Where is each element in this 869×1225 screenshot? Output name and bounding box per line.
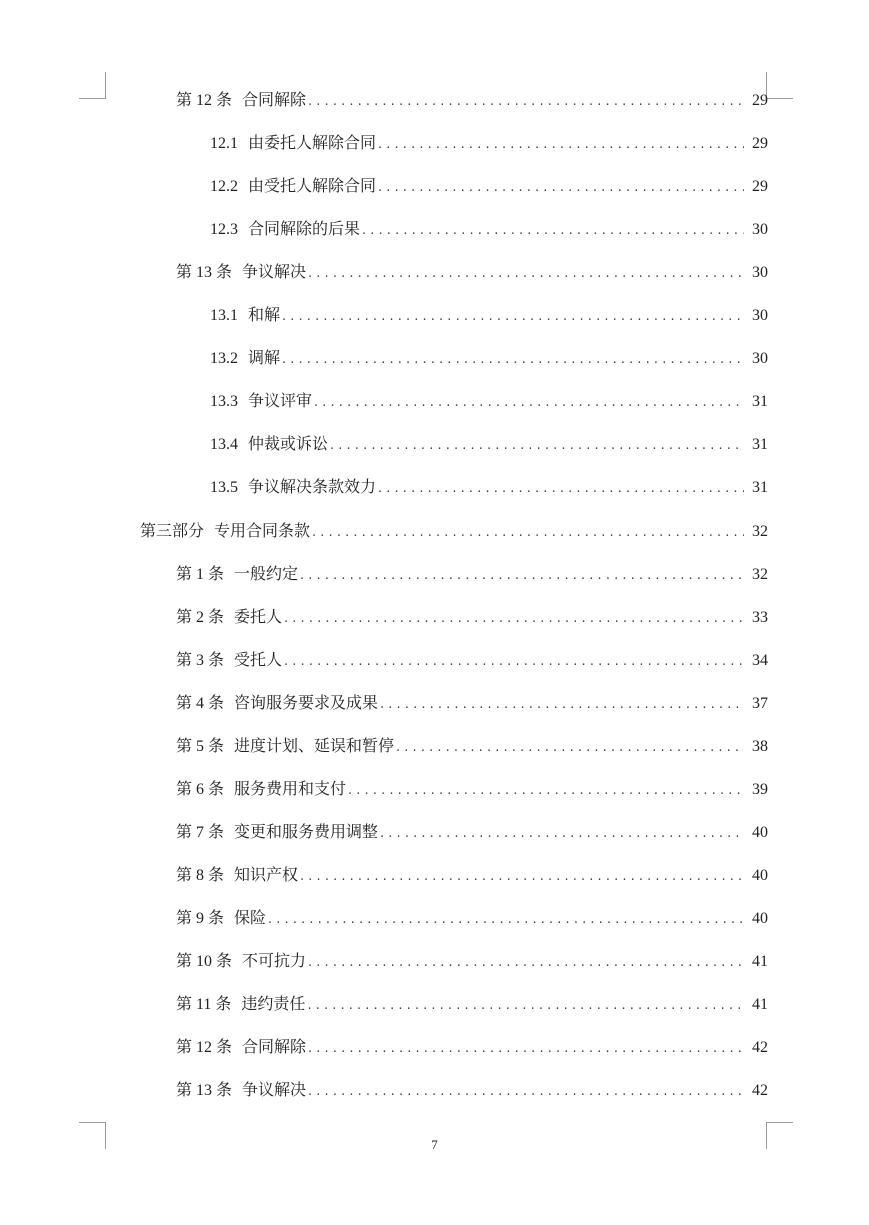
toc-entry-title: 合同解除 [242,90,307,109]
toc-entry-number: 第 13 条 [176,1082,233,1100]
toc-page-number: 30 [752,264,768,282]
toc-entry[interactable] [176,906,768,930]
toc-entry[interactable] [210,217,768,241]
toc-entry-title: 由委托人解除合同 [248,133,377,153]
toc-entry-title: 争议评审 [248,391,313,411]
toc-entry-number: 12.3 [210,221,238,239]
toc-entry[interactable] [176,1078,768,1102]
toc-dot-leader [308,951,744,975]
toc-entry-number: 第 10 条 [176,953,233,970]
toc-entry[interactable] [210,475,768,499]
toc-entry-number: 第 5 条 [176,737,225,755]
toc-entry-number: 13.1 [210,307,238,325]
toc-entry-title: 保险 [234,907,267,927]
toc-entry-number: 第 11 条 [176,996,232,1014]
toc-entry[interactable] [176,648,768,672]
toc-page-number: 33 [752,608,768,626]
toc-dot-leader [378,477,744,501]
toc-entry-number: 第 6 条 [176,780,225,798]
toc-entry-title: 和解 [248,305,281,325]
toc-entry-title: 仲裁或诉讼 [248,434,329,454]
toc-page-number: 40 [752,909,768,927]
toc-entry-title: 调解 [248,348,281,368]
toc-page-number: 39 [752,780,768,798]
toc-dot-leader [396,736,744,760]
toc-page-number: 29 [752,178,768,196]
toc-entry-number: 12.1 [210,135,238,153]
toc-entry-title: 争议解决条款效力 [248,477,377,497]
toc-page-number: 31 [752,393,768,411]
toc-entry-title: 变更和服务费用调整 [234,821,379,841]
toc-page-number: 30 [752,307,768,325]
page-number: 7 [431,1137,438,1152]
toc-dot-leader [300,564,744,588]
toc-entry[interactable] [176,260,768,284]
toc-entry-number: 第 2 条 [176,608,225,626]
toc-entry-number: 13.3 [210,393,238,411]
toc-entry-title: 服务费用和支付 [234,778,347,798]
toc-entry-title: 一般约定 [234,563,299,583]
toc-dot-leader [308,262,744,286]
toc-page-number: 42 [752,1039,768,1057]
toc-entry-number: 第 3 条 [176,651,225,669]
toc-page-number: 42 [752,1082,768,1100]
toc-dot-leader [268,908,744,932]
toc-entry-number: 13.2 [210,350,238,368]
toc-entry-title: 受托人 [234,649,283,669]
toc-entry-number: 13.4 [210,436,238,454]
toc-entry-number: 第三部分 [140,522,205,540]
toc-entry-title: 由受托人解除合同 [248,176,377,196]
toc-entry[interactable] [210,346,768,370]
toc-entry-number: 第 9 条 [176,909,225,927]
toc-dot-leader [348,779,744,803]
toc-dot-leader [362,219,744,243]
toc-entry[interactable] [140,519,768,543]
toc-entry-title: 争议解决 [242,262,307,282]
toc-dot-leader [378,176,744,200]
toc-entry[interactable] [176,1035,768,1059]
toc-entry-number: 第 1 条 [176,565,225,583]
toc-entry[interactable] [176,734,768,758]
toc-entry-title: 知识产权 [234,864,299,884]
toc-entry-number: 第 13 条 [176,264,233,282]
toc-entry-number: 12.2 [210,178,238,196]
toc-page-number: 37 [752,694,768,712]
toc-page-number: 31 [752,436,768,454]
toc-entry[interactable] [176,777,768,801]
toc-page-number: 30 [752,350,768,368]
toc-dot-leader [308,1037,744,1061]
toc-entry[interactable] [210,389,768,413]
toc-entry[interactable] [210,303,768,327]
toc-dot-leader [380,693,744,717]
toc-page-number: 32 [752,522,768,540]
toc-entry-title: 争议解决 [242,1080,307,1100]
toc-dot-leader [314,391,744,415]
toc-entry[interactable] [176,691,768,715]
toc-dot-leader [282,305,744,329]
toc-entry[interactable] [210,131,768,155]
toc-dot-leader [284,650,744,674]
toc-entry[interactable] [176,820,768,844]
toc-entry[interactable] [176,88,768,112]
toc-page-number: 30 [752,221,768,239]
toc-entry-title: 违约责任 [241,994,306,1014]
toc-entry[interactable] [176,605,768,629]
toc-page-number: 34 [752,651,768,669]
toc-entry-title: 委托人 [234,606,283,626]
toc-entry-title: 咨询服务要求及成果 [234,692,379,712]
toc-page-number: 29 [752,92,768,109]
toc-entry-title: 专用合同条款 [214,520,311,540]
toc-dot-leader [308,90,744,114]
toc-page-number: 41 [752,996,768,1014]
toc-entry-number: 第 12 条 [176,92,233,109]
toc-entry[interactable] [210,174,768,198]
toc-entry-number: 第 4 条 [176,694,225,712]
toc-dot-leader [284,607,744,631]
toc-entry-title: 进度计划、延误和暂停 [234,735,395,755]
toc-entry[interactable] [176,562,768,586]
toc-dot-leader [300,865,744,889]
toc-entry-number: 第 8 条 [176,866,225,884]
toc-entry-number: 第 7 条 [176,823,225,841]
toc-entry-title: 不可抗力 [242,951,307,970]
toc-dot-leader [380,822,744,846]
toc-entry[interactable] [176,863,768,887]
toc-entry-title: 合同解除 [242,1037,307,1057]
toc-dot-leader [312,521,744,545]
toc-entry[interactable] [176,949,768,973]
toc-entry-title: 合同解除的后果 [248,219,361,239]
corner-mark-top-left [79,72,106,99]
toc-page-number: 40 [752,866,768,884]
corner-mark-top-right [766,72,793,99]
toc-entry-number: 13.5 [210,479,238,497]
toc-page-number: 31 [752,479,768,497]
toc-page-number: 29 [752,135,768,153]
toc-entry-number: 第 12 条 [176,1039,233,1057]
toc-page-number: 38 [752,737,768,755]
toc-dot-leader [308,1080,744,1104]
toc-entry[interactable] [210,432,768,456]
toc-page-number: 41 [752,953,768,970]
toc-dot-leader [282,348,744,372]
toc-page-number: 40 [752,823,768,841]
toc-dot-leader [307,994,744,1018]
toc-entry[interactable] [176,992,768,1016]
toc-dot-leader [330,434,744,458]
toc-page-number: 32 [752,565,768,583]
toc-dot-leader [378,133,744,157]
